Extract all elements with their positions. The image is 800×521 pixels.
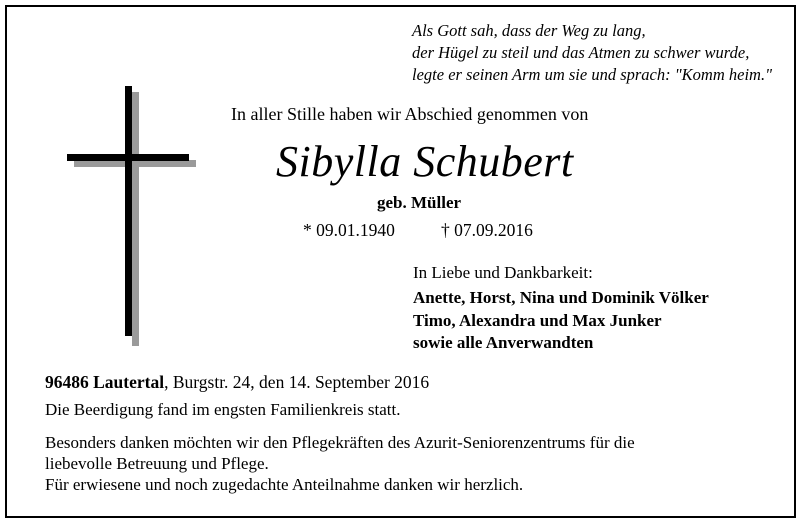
place-name: 96486 Lautertal — [45, 372, 165, 392]
maiden-name: geb. Müller — [377, 193, 462, 212]
birth-date: * 09.01.1940 — [303, 220, 395, 240]
intro-text: In aller Stille haben wir Abschied genommen von — [231, 104, 589, 124]
deceased-name: Sibylla Schubert — [276, 137, 574, 186]
latin-cross-icon — [60, 86, 200, 348]
death-date: † 07.09.2016 — [441, 220, 533, 240]
poem — [412, 20, 772, 86]
cross-shadow-horizontal — [74, 160, 196, 167]
mourner-line-2: Timo, Alexandra und Max Junker — [413, 310, 662, 330]
poem-line-1: Als Gott sah, dass der Weg zu lang, — [412, 21, 646, 40]
cross-horizontal-beam — [67, 154, 189, 161]
mourner-line-3: sowie alle Anverwandten — [413, 333, 594, 352]
mourners-list — [413, 287, 709, 355]
place-date-line — [45, 372, 429, 393]
cross-vertical-beam — [125, 86, 132, 336]
poem-line-3: legte er seinen Arm um sie und sprach: "Komm heim." — [412, 65, 773, 84]
closing-line-2: liebevolle Betreuung und Pflege. — [45, 454, 269, 473]
address-date: , Burgstr. 24, den 14. September 2016 — [164, 372, 430, 392]
cross-shadow-vertical — [132, 92, 139, 346]
closing-line-3: Für erwiesene und noch zugedachte Anteilnahme danken wir herzlich. — [45, 475, 524, 494]
poem-line-2: der Hügel zu steil und das Atmen zu schwer wurde, — [412, 43, 750, 62]
closing-text — [45, 432, 635, 495]
mourners-intro: In Liebe und Dankbarkeit: — [413, 263, 593, 282]
mourner-line-1: Anette, Horst, Nina und Dominik Völker — [413, 288, 709, 307]
closing-line-1: Besonders danken möchten wir den Pflegekräften des Azurit-Seniorenzentrums für die — [45, 433, 635, 452]
burial-note: Die Beerdigung fand im engsten Familienkreis statt. — [45, 400, 401, 419]
